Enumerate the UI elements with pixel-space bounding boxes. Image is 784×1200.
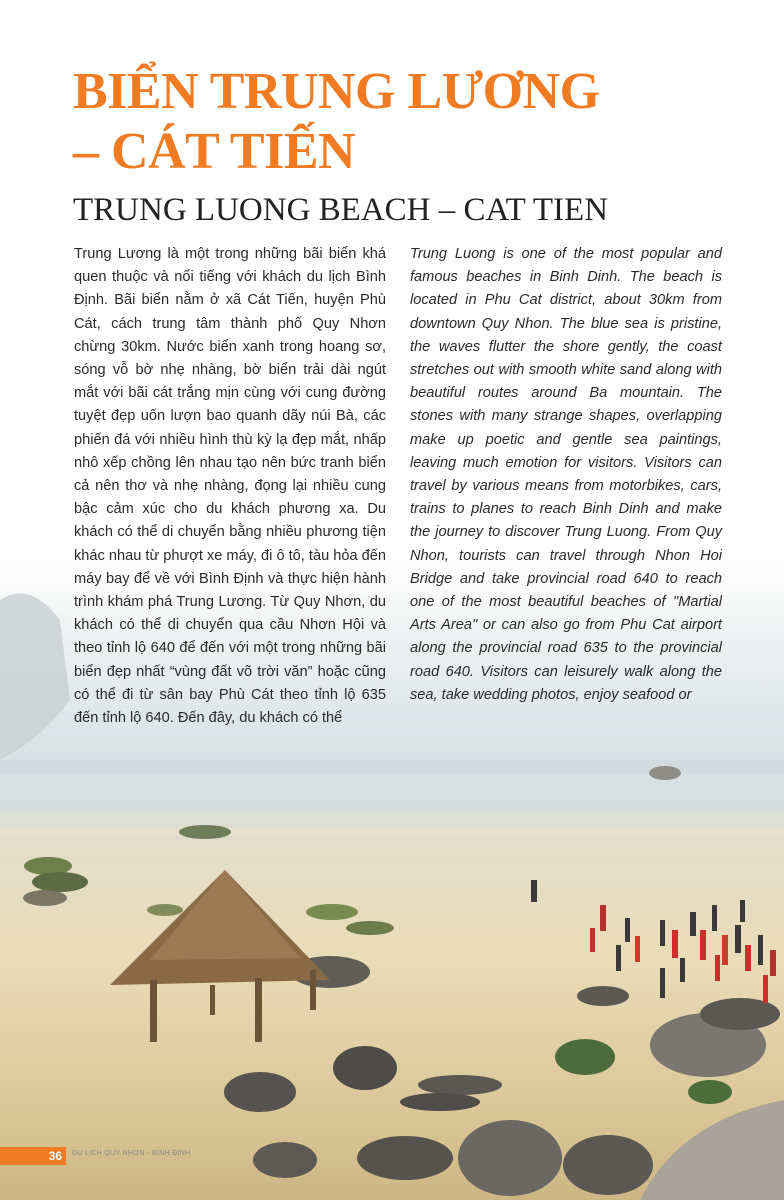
rock [400,1093,480,1111]
article-title-vi [73,62,600,182]
rock [357,1136,453,1180]
rock [458,1120,562,1196]
hut-post [310,970,316,1010]
mossy-rock [147,904,183,916]
mossy-rock [688,1080,732,1104]
rock [577,986,629,1006]
rock [253,1142,317,1178]
foam-band [0,828,784,836]
hut-post [150,980,157,1042]
mossy-rock [555,1039,615,1075]
headland-rocks [0,593,70,760]
rock [649,766,681,780]
mossy-rock [346,921,394,935]
title-vi-line-2: – CÁT TIẾN [73,123,356,180]
article-title-en: TRUNG LUONG BEACH – CAT TIEN [73,192,609,228]
rock [563,1135,653,1195]
rock [418,1075,502,1095]
tourist-group [531,880,776,1003]
hut-post [210,985,215,1015]
mossy-rock [179,825,231,839]
foreground-boulder [640,1100,784,1200]
page-number: 36 [0,1147,66,1165]
running-title: DU LỊCH QUY NHƠN - BÌNH ĐỊNH [72,1150,191,1157]
title-vi-line-1: BIỂN TRUNG LƯƠNG [73,63,600,120]
mossy-rock [32,872,88,892]
body-text-vietnamese: Trung Lương là một trong những bãi biển khá quen thuộc và nổi tiếng với khách du lịch Bình Định. Bãi biển nằm ở xã Cát Tiến, huyện Phù Cát, cách trung tâm thành phố Quy Nhơn chừng 30km. Nước biển xanh trong hoang sơ, sóng vỗ bờ nhẹ nhàng, bờ biển trải dài ngút mắt với bãi cát trắng mịn cùng với cung đường tuyệt đẹp uốn lượn bao quanh dãy núi Bà, các phiến đá với nhiều hình thù kỳ lạ đẹp mắt, nhấp nhô xếp chồng lên nhau tạo nên bức tranh biển cả nên thơ và nhẹ nhàng, đọng lại nhiều cung bậc cảm xúc cho du khách phương xa. Du khách có thể di chuyển bằng nhiều phương tiện khác nhau từ phượt xe máy, đi ô tô, tàu hỏa đến máy bay để về với Bình Định và thực hiện hành trình khám phá Trung Lương. Từ Quy Nhơn, du khách có thể di chuyển qua cầu Nhơn Hội và theo tỉnh lộ 640 để đến với một trong những bãi biển đẹp nhất “vùng đất võ trời văn” hoặc cũng có thể đi từ sân bay Phù Cát theo tỉnh lộ 635 đến tỉnh lộ 640. Đến đây, du khách có thể [74,246,386,727]
mossy-rock [306,904,358,920]
hut-post [255,978,262,1042]
wave-band [0,800,784,810]
rock [23,890,67,906]
rock [224,1072,296,1112]
rock [333,1046,397,1090]
body-text-english: Trung Luong is one of the most popular and famous beaches in Binh Dinh. The beach is located in Phu Cat district, about 30km from downtown Quy Nhon. The blue sea is pristine, the waves flutter the shore gently, the coast stretches out with smooth white sand along with beautiful routes around Ba mountain. The stones with many strange shapes, overlapping make up poetic and gentle sea paintings, leaving much emotion for visitors. Visitors can travel by various means from motorbikes, cars, trains to planes to reach Binh Dinh and make the journey to discover Trung Luong. From Quy Nhon, tourists can travel through Nhon Hoi Bridge and take provincial road 640 to reach one of the most beautiful beaches of "Martial Arts Area" or can also go from Phu Cat airport along the provincial road 635 to the provincial road 640. Visitors can leisurely walk along the sea, take wedding photos, enjoy seafood or [410,246,722,703]
